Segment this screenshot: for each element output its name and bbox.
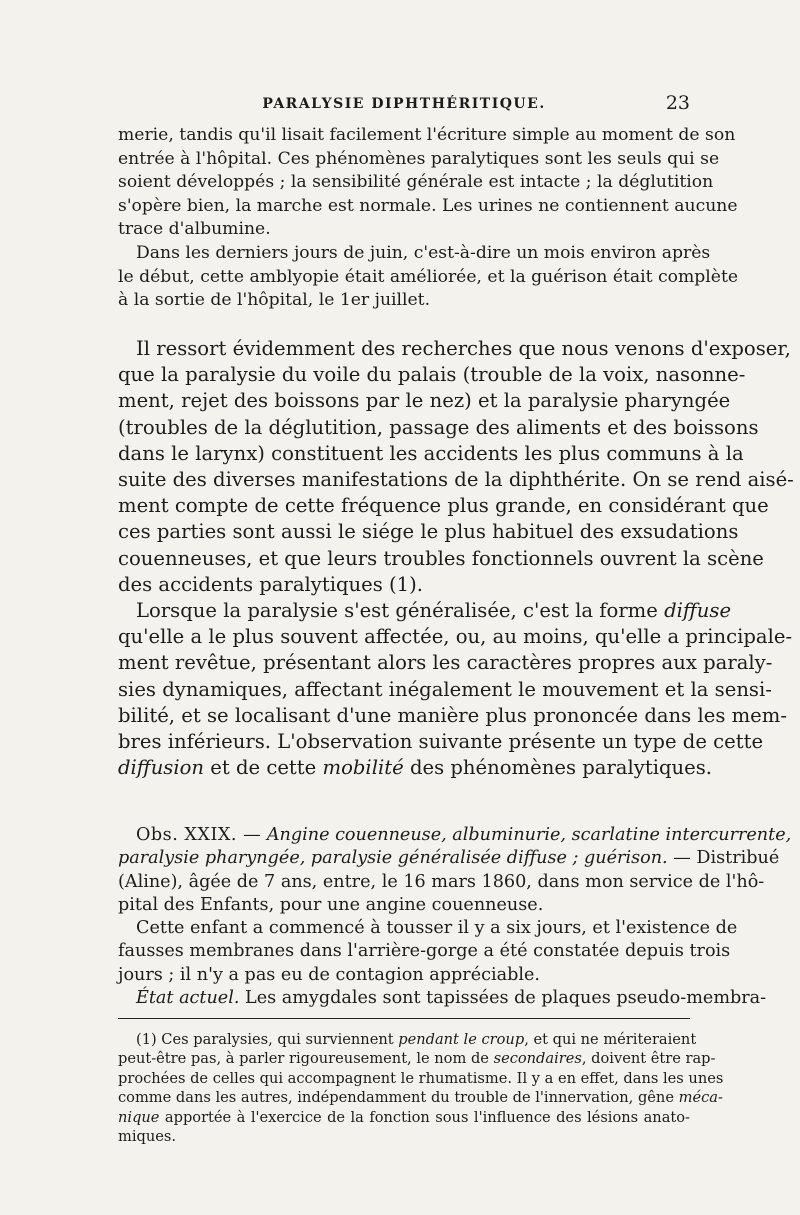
text-line: ment revêtue, présentant alors les caractères propres aux paraly- xyxy=(118,651,773,675)
italic-term: secondaires xyxy=(493,1050,582,1068)
text-line: ment, rejet des boissons par le nez) et la paralysie pharyngée xyxy=(118,389,731,413)
text-line: Cette enfant a commencé à tousser il y a six jours, et l'existence de xyxy=(136,918,738,939)
text-segment: des phénomènes paralytiques. xyxy=(409,756,713,780)
observation-label: Obs. XXIX. — xyxy=(136,825,262,845)
text-line: Il ressort évidemment des recherches que nous venons d'exposer, xyxy=(136,337,791,360)
text-line xyxy=(118,755,713,781)
running-title: PARALYSIE DIPHTHÉRITIQUE. xyxy=(262,96,546,112)
continuation-paragraph xyxy=(118,124,739,313)
text-line: jours ; il n'y a pas eu de contagion appréciable. xyxy=(118,964,540,985)
italic-term: diffusion xyxy=(118,756,205,780)
italic-term: nique xyxy=(118,1108,160,1126)
text-line: entrée à l'hôpital. Ces phénomènes paralytiques sont les seuls qui se xyxy=(118,148,720,169)
text-line: (Aline), âgée de 7 ans, entre, le 16 mars 1860, dans mon service de l'hô- xyxy=(118,871,765,892)
text-line xyxy=(118,987,767,1010)
observation-block xyxy=(118,824,792,1010)
observation-heading xyxy=(118,824,792,847)
text-line: soient développés ; la sensibilité générale est intacte ; la déglutition xyxy=(118,172,714,193)
text-line: à la sortie de l'hôpital, le 1er juillet. xyxy=(118,290,431,311)
text-line: suite des diverses manifestations de la diphthérite. On se rend aisé- xyxy=(118,468,794,492)
text-line: trace d'albumine. xyxy=(118,219,271,240)
text-segment: Lorsque la paralysie s'est généralisée, c'est la forme xyxy=(136,599,658,623)
text-segment: comme dans les autres, indépendamment du trouble de l'innervation, gêne xyxy=(118,1089,674,1107)
text-line: que la paralysie du voile du palais (trouble de la voix, nasonne- xyxy=(118,363,746,387)
text-segment: , et qui ne mériteraient xyxy=(524,1031,697,1048)
text-line: sies dynamiques, affectant inégalement le mouvement et la sensi- xyxy=(118,677,772,701)
observation-title-2: paralysie pharyngée, paralysie généralisée diffuse ; guérison. xyxy=(118,848,668,869)
main-paragraph xyxy=(118,336,794,781)
text-line: ces parties sont aussi le siége le plus habituel des exsudations xyxy=(118,520,739,544)
text-line: couenneuses, et que leurs troubles fonctionnels ouvrent la scène xyxy=(118,546,764,570)
italic-term: méca- xyxy=(678,1089,723,1107)
text-segment: Les amygdales sont tapissées de plaques pseudo-membra- xyxy=(239,988,767,1009)
footnote xyxy=(118,1030,724,1146)
text-segment: , doivent être rap- xyxy=(581,1050,716,1068)
text-line: ment compte de cette fréquence plus grande, en considérant que xyxy=(118,494,769,518)
text-line: le début, cette amblyopie était améliorée, et la guérison était complète xyxy=(118,266,739,287)
text-segment: — Distribué xyxy=(667,848,780,869)
text-line: dans le larynx) constituent les accidents les plus communs à la xyxy=(118,441,744,465)
observation-title: Angine couenneuse, albuminurie, scarlatine intercurrente, xyxy=(266,825,792,845)
footnote-line xyxy=(118,1049,716,1068)
text-line: bilité, et se localisant d'une manière plus prononcée dans les mem- xyxy=(118,703,787,727)
text-line: s'opère bien, la marche est normale. Les urines ne contiennent aucune xyxy=(118,195,738,216)
footnote-line xyxy=(118,1108,690,1127)
footnote-line: prochées de celles qui accompagnent le rhumatisme. Il y a en effet, dans les unes xyxy=(118,1069,724,1087)
etat-label: État actuel. xyxy=(136,988,240,1009)
text-line: (troubles de la déglutition, passage des aliments et des boissons xyxy=(118,415,759,439)
text-line: pital des Enfants, pour une angine couenneuse. xyxy=(118,894,544,915)
footnote-line xyxy=(118,1088,723,1107)
running-header xyxy=(118,90,690,120)
text-segment: apportée à l'exercice de la fonction sous l'influence des lésions anato- xyxy=(159,1108,690,1126)
italic-term: diffuse xyxy=(664,599,732,623)
text-segment: peut-être pas, à parler rigoureusement, le nom de xyxy=(118,1050,489,1068)
text-line: Dans les derniers jours de juin, c'est-à-dire un mois environ après xyxy=(136,242,711,263)
footnote-divider xyxy=(118,1018,690,1019)
footnote-line xyxy=(118,1030,697,1049)
text-line: fausses membranes dans l'arrière-gorge a été constatée depuis trois xyxy=(118,941,731,962)
text-line xyxy=(118,598,732,624)
text-segment: et de cette xyxy=(210,756,317,780)
text-line: des accidents paralytiques (1). xyxy=(118,572,424,596)
text-segment: (1) Ces paralysies, qui surviennent xyxy=(136,1031,394,1048)
italic-term: mobilité xyxy=(322,756,404,780)
observation-heading-2 xyxy=(118,847,780,870)
page-number: 23 xyxy=(665,92,690,114)
italic-term: pendant le croup xyxy=(398,1031,525,1048)
text-line: bres inférieurs. L'observation suivante présente un type de cette xyxy=(118,730,764,754)
text-line: qu'elle a le plus souvent affectée, ou, au moins, qu'elle a principale- xyxy=(118,625,793,649)
text-line: merie, tandis qu'il lisait facilement l'écriture simple au moment de son xyxy=(118,125,736,145)
footnote-line: miques. xyxy=(118,1128,177,1146)
